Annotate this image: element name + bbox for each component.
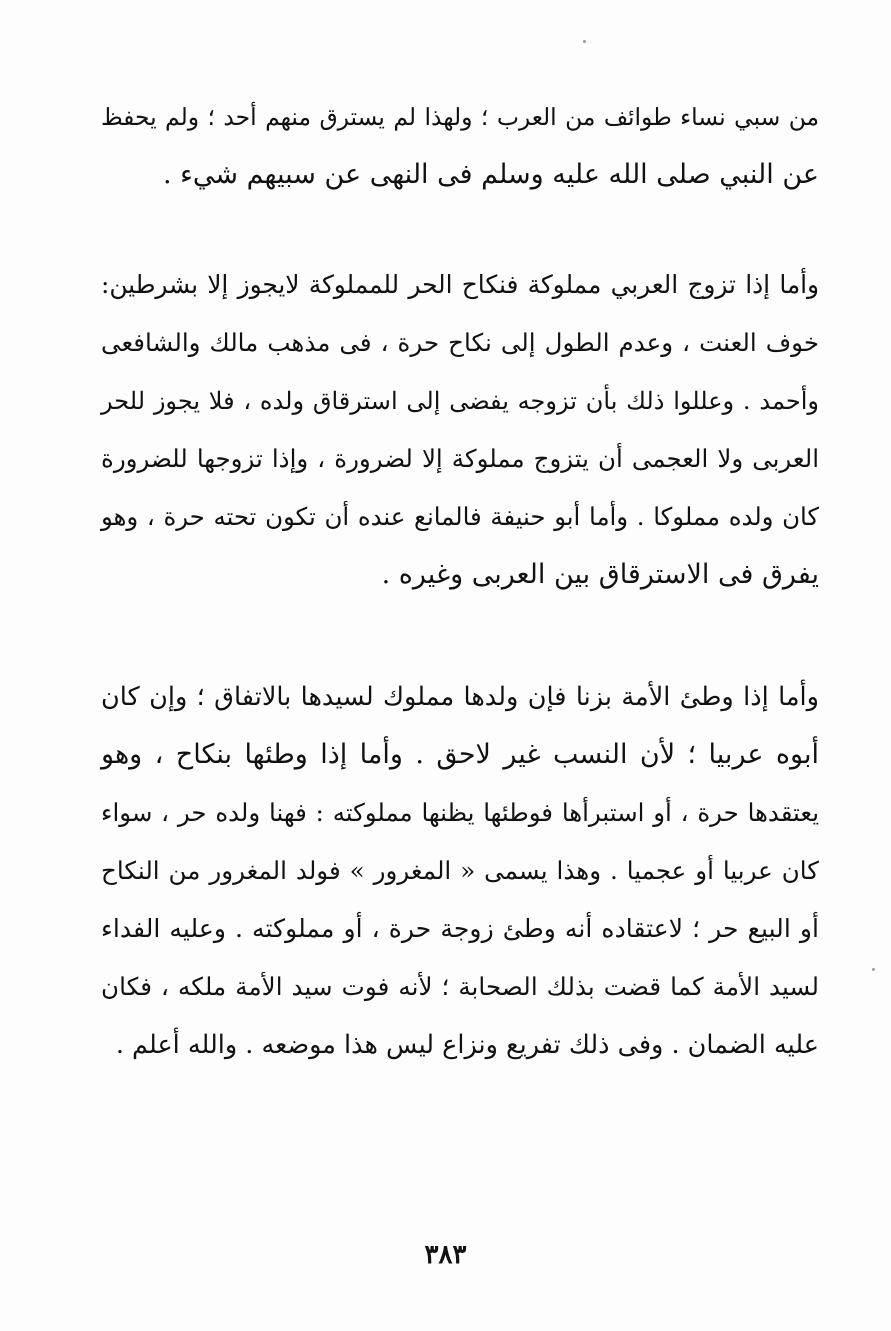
text-line: وأما إذا وطئ الأمة بزنا فإن ولدها مملوك لسيدها بالاتفاق ؛ وإن كان <box>101 682 819 712</box>
text-line: خوف العنت ، وعدم الطول إلى نكاح حرة ، فى مذهب مالك والشافعى <box>101 328 819 357</box>
text-line: أبوه عربيا ؛ لأن النسب غير لاحق . وأما إذا وطئها بنكاح ، وهو <box>101 739 819 770</box>
text-line: كان ولده مملوكا . وأما أبو حنيفة فالمانع عنده أن تكون تحته حرة ، وهو <box>101 502 819 531</box>
text-line: عن النبي صلى الله عليه وسلم فى النهى عن سبيهم شيء . <box>163 159 819 190</box>
paragraph-2 <box>101 256 819 604</box>
text-line: العربى ولا العجمى أن يتزوج مملوكة إلا لضرورة ، وإذا تزوجها للضرورة <box>101 444 819 473</box>
text-line: عليه الضمان . وفى ذلك تفريع ونزاع ليس هذا موضعه . والله أعلم . <box>115 1030 819 1060</box>
paragraph-1 <box>101 88 819 204</box>
page-number: ٣٨٣ <box>424 1240 467 1270</box>
paper-speck <box>583 40 586 43</box>
text-line: يفرق فى الاسترقاق بين العربى وغيره . <box>381 559 819 590</box>
text-line: وأحمد . وعللوا ذلك بأن تزوجه يفضى إلى استرقاق ولده ، فلا يجوز للحر <box>101 387 819 415</box>
text-line: يعتقدها حرة ، أو استبرأها فوطئها يظنها مملوكته : فهنا ولده حر ، سواء <box>101 798 819 827</box>
paper-speck <box>872 968 875 971</box>
paragraph-3 <box>101 668 819 1074</box>
text-line: لسيد الأمة كما قضت بذلك الصحابة ؛ لأنه فوت سيد الأمة ملكه ، فكان <box>101 972 819 1001</box>
text-line: وأما إذا تزوج العربي مملوكة فنكاح الحر للمملوكة لايجوز إلا بشرطين: <box>101 270 819 299</box>
text-line: من سبي نساء طوائف من العرب ؛ ولهذا لم يسترق منهم أحد ؛ ولم يحفظ <box>101 103 819 131</box>
text-line: كان عربيا أو عجميا . وهذا يسمى « المغرور » فولد المغرور من النكاح <box>101 856 819 885</box>
text-line: أو البيع حر ؛ لاعتقاده أنه وطئ زوجة حرة ، أو مملوكته . وعليه الفداء <box>101 914 819 943</box>
